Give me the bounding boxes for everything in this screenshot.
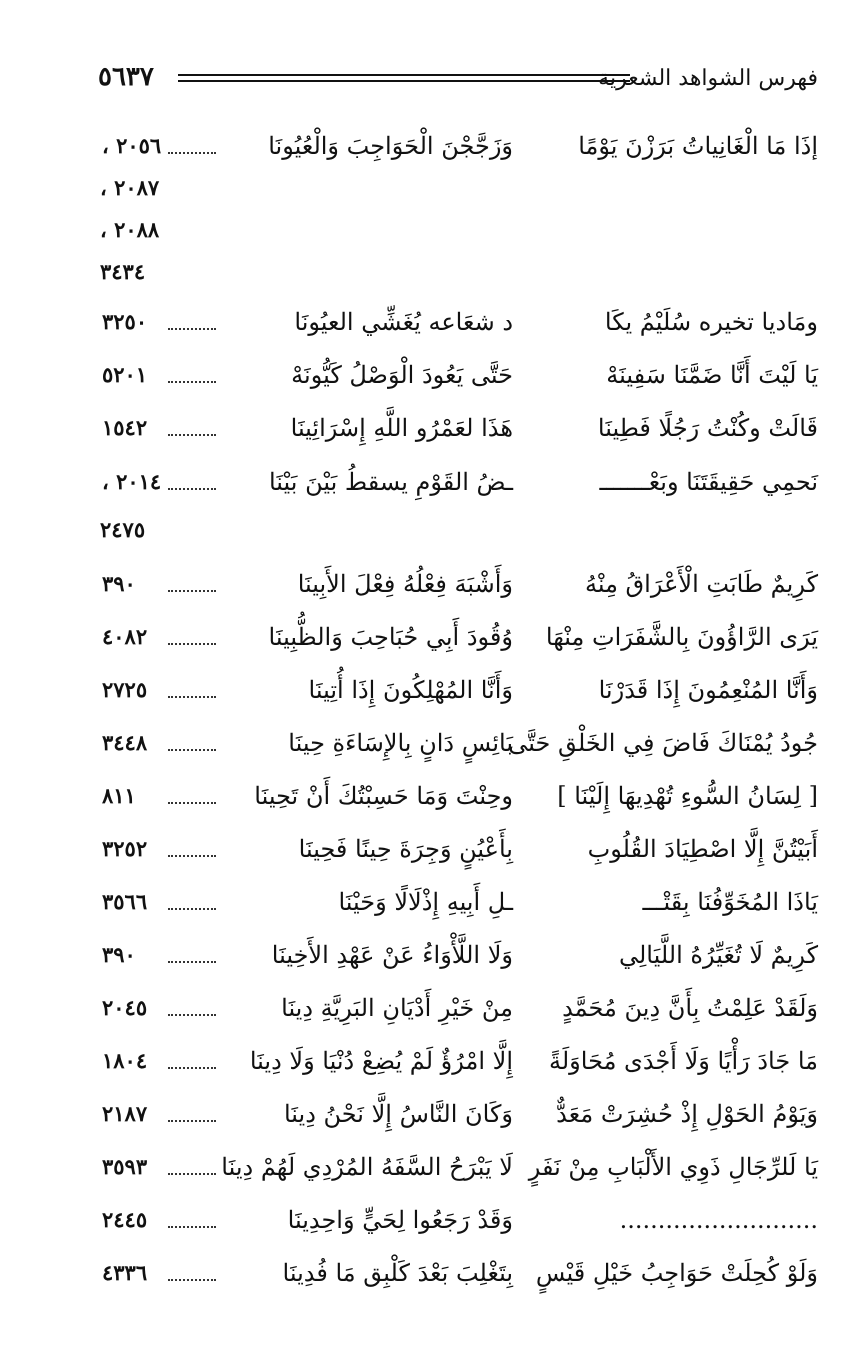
verse-first-half: جُودُ يُمْنَاكَ فَاضَ فِي الخَلْقِ حَتَّى — [508, 729, 818, 757]
reference-number: ٣٢٥٠ — [102, 309, 148, 334]
verse-first-half: أَبَيْتُنَّ إِلَّا اصْطِيَادَ القُلُوبِ — [587, 835, 818, 863]
reference-number: ٢٠٤٥ — [102, 995, 148, 1020]
reference-number: ٣٩٠ — [102, 571, 136, 596]
verse-second-half: بِأَعْيُنٍ وَجِرَةَ حِينًا فَحِينَا — [298, 835, 513, 863]
verse-second-half: إِلَّا امْرُؤٌ لَمْ يُضِعْ دُنْيَا وَلَا دِينَا — [249, 1047, 513, 1075]
reference-number: ٢٠٨٨ ، — [100, 217, 160, 242]
verse-second-half: هَذَا لعَمْرُو اللَّهِ إِسْرَائِينَا — [290, 414, 513, 442]
verse-first-half: مَا جَادَ رَأْيًا وَلَا أَجْدَى مُحَاوَلَةً — [549, 1047, 818, 1075]
verse-second-half: ـلِ أَبِيهِ إِذْلَالًا وَحَيْنَا — [338, 888, 513, 916]
verse-second-half: وَقَدْ رَجَعُوا لِحَيٍّ وَاحِدِينَا — [287, 1206, 513, 1234]
reference-number: ٢٠١٤ ، — [102, 469, 162, 494]
reference-number: ٣٤٤٨ — [102, 730, 148, 755]
verse-first-half: يَا لَيْتَ أَنَّا ضَمَّنَا سَفِينَهْ — [606, 361, 818, 389]
verse-second-half: حَتَّى يَعُودَ الْوَصْلُ كَيُّونَهْ — [291, 361, 513, 389]
verse-first-half: كَرِيمٌ لَا تُغَيِّرُهُ اللَّيَالِي — [618, 941, 818, 969]
verse-first-half: وَيَوْمُ الحَوْلِ إِذْ حُشِرَتْ مَعَدٌّ — [556, 1100, 818, 1128]
reference-number: ٢٠٥٦ ، — [102, 133, 162, 158]
verse-first-half: يَرَى الرَّاؤُونَ بِالشَّفَرَاتِ مِنْهَا — [545, 623, 818, 651]
verse-first-half: ومَاديا تخيره سُلَيْمُ يكَا — [604, 308, 818, 336]
verse-second-half: وَأَشْبَهَ فِعْلُهُ فِعْلَ الأَبِينَا — [297, 570, 513, 598]
verse-first-half: وَأَنَّا المُنْعِمُونَ إِذَا قَدَرْنَا — [598, 676, 818, 704]
reference-number: ٣٩٠ — [102, 942, 136, 967]
verse-first-half: [ لِسَانُ السُّوءِ تُهْدِيهَا إِلَيْنَا ] — [557, 782, 818, 810]
reference-number: ٣٥٩٣ — [102, 1154, 148, 1179]
verse-second-half: وَأَنَّا المُهْلِكُونَ إِذَا أُتِينَا — [308, 676, 513, 704]
verse-first-half: وَلَقَدْ عَلِمْتُ بِأَنَّ دِينَ مُحَمَّدٍ — [562, 994, 818, 1022]
page-number: ٥٦٣٧ — [98, 62, 154, 92]
reference-number: ٥٢٠١ — [102, 362, 148, 387]
verse-first-half: .......................... — [619, 1206, 818, 1234]
verse-second-half: د شعَاعه يُغَشِّي العيُونَا — [294, 308, 513, 336]
reference-number: ٢١٨٧ — [102, 1101, 148, 1126]
reference-number: ٢٤٤٥ — [102, 1207, 148, 1232]
verse-second-half: وُقُودَ أَبِي حُبَاحِبَ وَالظُّبِينَا — [268, 623, 513, 651]
verse-second-half: وَزَجَّجْنَ الْحَوَاجِبَ وَالْعُيُونَا — [268, 132, 513, 160]
verse-second-half: مِنْ خَيْرِ أَدْيَانِ البَرِيَّةِ دِينَا — [281, 994, 513, 1022]
reference-number: ٤٠٨٢ — [102, 624, 148, 649]
reference-number: ٨١١ — [102, 783, 136, 808]
verse-first-half: نَحمِي حَقِيقَتَنَا وبَعْـــــــ — [599, 468, 818, 496]
verse-second-half: بَائِسٍ دَانٍ بِالإِسَاءَةِ حِينَا — [288, 729, 513, 757]
reference-number: ٣٢٥٢ — [102, 836, 148, 861]
reference-number: ٣٤٣٤ — [100, 259, 146, 284]
verse-first-half: يَا لَلرِّجَالِ ذَوِي الأَلْبَابِ مِنْ نَفَرٍ — [528, 1153, 818, 1181]
verse-first-half: قَالَتْ وكُنْتُ رَجُلًا فَطِينَا — [597, 414, 818, 442]
reference-number: ٢٠٨٧ ، — [100, 175, 160, 200]
verse-second-half: وحِنْتَ وَمَا حَسِبْتُكَ أَنْ تَحِينَا — [254, 782, 513, 810]
verse-first-half: كَرِيمٌ طَابَتِ الْأَعْرَاقُ مِنْهُ — [584, 570, 818, 598]
verse-second-half: ـضُ القَوْمِ يسقطُ بَيْنَ بَيْنَا — [268, 468, 513, 496]
verse-second-half: وَلَا اللَّأْوَاءُ عَنْ عَهْدِ الأَخِينَا — [271, 941, 513, 969]
verse-second-half: وَكَانَ النَّاسُ إِلَّا نَحْنُ دِينَا — [283, 1100, 513, 1128]
verse-second-half: لَا يَبْرَحُ السَّفَهُ المُرْدِي لَهُمْ دِينَا — [221, 1153, 513, 1181]
verse-first-half: يَاذَا المُخَوِّفُنَا بِقَتْـــ — [642, 888, 818, 916]
header-title: فهرس الشواهد الشعرية — [598, 66, 818, 91]
reference-number: ٤٣٣٦ — [102, 1260, 148, 1285]
reference-number: ٢٧٢٥ — [102, 677, 148, 702]
reference-number: ١٨٠٤ — [102, 1048, 148, 1073]
reference-number: ١٥٤٢ — [102, 415, 148, 440]
verse-first-half: وَلَوْ كُحِلَتْ حَوَاجِبُ خَيْلِ قَيْسٍ — [535, 1259, 818, 1287]
verse-first-half: إذَا مَا الْغَانِياتُ بَرَزْنَ يَوْمًا — [578, 132, 818, 160]
reference-number: ٣٥٦٦ — [102, 889, 148, 914]
verse-second-half: بِتَغْلِبَ بَعْدَ كَلْبِق مَا فُدِينَا — [282, 1259, 513, 1287]
reference-number: ٢٤٧٥ — [100, 517, 146, 542]
